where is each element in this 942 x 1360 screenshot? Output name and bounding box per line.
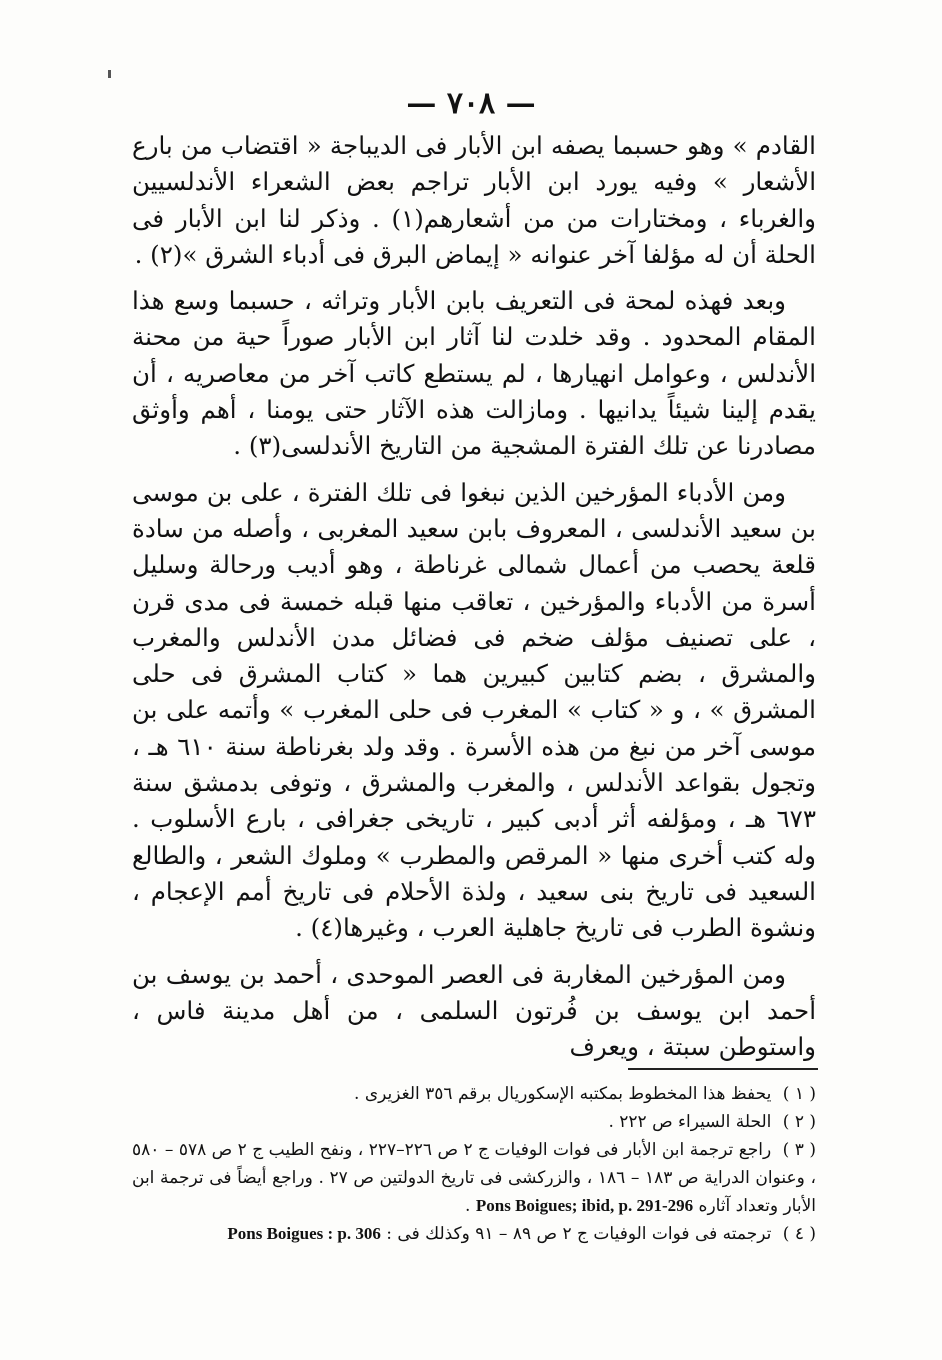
footnote-text: الحلة السيراء ص ٢٢٢ . — [608, 1112, 772, 1132]
footnote-mark: ( ٢ ) — [782, 1112, 816, 1132]
page-number: — ٧٠٨ — — [406, 86, 536, 121]
footnotes — [132, 1080, 816, 1248]
scan-speck — [108, 70, 111, 78]
footnote-mark: ( ١ ) — [782, 1084, 816, 1104]
main-text — [132, 128, 816, 1075]
paragraph-2: وبعد فهذه لمحة فى التعريف بابن الأبار وتراثه ، حسبما وسع هذا المقام المحدود . وقد خلدت لنا آثار ابن الأبار صوراً حية من محنة الأندلس ، وعوامل انهيارها ، لم يستطع كاتب آخر من معاصريه ، أن يقدم إلينا شيئاً يدانيها . ومازالت هذه الآثار حتى يومنا ، أهم وأوثق مصادرنا عن تلك الفترة المشجية من التاريخ الأندلسى(٣) . — [132, 286, 816, 461]
footnote-tail: . — [465, 1196, 471, 1216]
paragraph-1: القادم » وهو حسبما يصفه ابن الأبار فى الديباجة « اقتضاب من بارع الأشعار » وفيه يورد ابن الأبار تراجم بعض الشعراء الأندلسيين والغرباء ، ومختارات من من أشعارهم(١) . وذكر لنا ابن الأبار فى الحلة أن له مؤلفا آخر عنوانه « إيماض البرق فى أدباء الشرق »(٢) . — [132, 131, 816, 269]
footnote-2 — [132, 1108, 816, 1136]
footnote-separator — [628, 1068, 818, 1070]
paragraph-3: ومن الأدباء المؤرخين الذين نبغوا فى تلك الفترة ، على بن موسى بن سعيد الأندلسى ، المعروف بابن سعيد المغربى ، وأصله من سادة قلعة يحصب من أعمال شمالى غرناطة ، وهو أديب ورحالة وسليل أسرة من الأدباء والمؤرخين ، تعاقب منها قبله خمسة فى مدى قرن ، على تصنيف مؤلف ضخم فى فضائل مدن الأندلس والمغرب والمشرق ، بضم كتابين كبيرين هما « كتاب المشرق فى حلى المشرق » ، و « كتاب » المغرب فى حلى المغرب » وأتمه على بن موسى آخر من نبغ من هذه الأسرة . وقد ولد بغرناطة سنة ٦١٠ هـ ، وتجول بقواعد الأندلس ، والمغرب والمشرق ، وتوفى بدمشق سنة ٦٧٣ هـ ، ومؤلفه أثر أدبى كبير ، تاريخى جغرافى ، بارع الأسلوب . وله كتب أخرى منها « المرقص والمطرب » وملوك الشعر ، والطالع السعيد فى تاريخ بنى سعيد ، ولذة الأحلام فى تاريخ أمم الإعجام ، ونشوة الطرب فى تاريخ جاهلية العرب ، وغيرها(٤) . — [132, 477, 816, 943]
footnote-latin-reference: Pons Boigues : p. 306 — [227, 1224, 381, 1243]
footnote-text: راجع ترجمة ابن الأبار فى فوات الوفيات ج ٢ ص ٢٢٦–٢٢٧ ، ونفح الطيب ج ٢ ص ٥٧٨ – ٥٨٠ ، وعنوان الدراية ص ١٨٣ – ١٨٦ ، والزركشى فى تاريخ الدولتين ص ٢٧ . وراجع أيضاً فى ترجمة ابن الأبار وتعداد آثاره — [132, 1140, 817, 1216]
footnote-4 — [132, 1220, 816, 1248]
paragraph-4: ومن المؤرخين المغاربة فى العصر الموحدى ، أحمد بن يوسف بن أحمد ابن يوسف بن فُرتون السلمى ، من أهل مدينة فاس ، واستوطن سبتة ، ويعرف — [132, 959, 816, 1062]
footnote-latin-reference: Pons Boigues; ibid, p. 291-296 — [475, 1196, 694, 1215]
footnote-text: ترجمته فى فوات الوفيات ج ٢ ص ٨٩ – ٩١ وكذلك فى : — [386, 1224, 772, 1244]
footnote-text: يحفظ هذا المخطوط بمكتبه الإسكوريال برقم ٣٥٦ الغزيرى . — [354, 1084, 772, 1104]
footnote-3 — [132, 1136, 816, 1220]
footnote-mark: ( ٤ ) — [782, 1224, 816, 1244]
footnote-mark: ( ٣ ) — [782, 1140, 816, 1160]
footnote-1 — [132, 1080, 816, 1108]
